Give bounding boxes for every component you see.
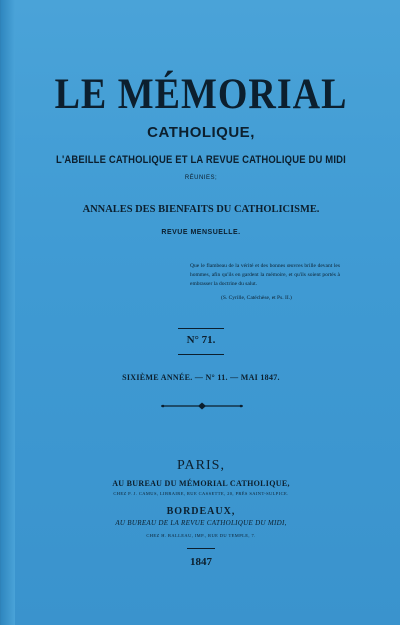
publication-year: 1847 — [190, 556, 212, 568]
rule-year — [187, 548, 215, 549]
annales-line: ANNALES DES BIENFAITS DU CATHOLICISME. — [82, 203, 320, 215]
rule-bottom — [178, 354, 224, 355]
epigraph-text: Que le flambeau de la vérité et des bonnes œuvres brille devant les hommes, afin qu'ils en gardent la mémoire, et qu'ils soient portés à embrasser la doctrine du salut. — [190, 263, 340, 287]
merged-journals: L'ABEILLE CATHOLIQUE ET LA REVUE CATHOLIQUE DU MIDI — [56, 154, 346, 166]
imprint-publisher-paris: CHEZ P. J. CAMUS, LIBRAIRE, RUE CASSETTE, 20, PRÈS SAINT-SULPICE. — [113, 491, 289, 496]
imprint-city-paris: PARIS, — [177, 458, 225, 473]
frequency-line: REVUE MENSUELLE. — [161, 229, 241, 236]
imprint-office-paris: AU BUREAU DU MÉMORIAL CATHOLIQUE, — [112, 479, 290, 488]
journal-title: LE MÉMORIAL — [54, 69, 348, 119]
ornament-rule — [161, 402, 243, 410]
imprint-office-bordeaux: AU BUREAU DE LA REVUE CATHOLIQUE DU MIDI, — [115, 519, 287, 527]
journal-subtitle: CATHOLIQUE, — [147, 124, 255, 141]
imprint-city-bordeaux: BORDEAUX, — [166, 506, 236, 517]
epigraph-source: (S. Cyrille, Catéchèse, et Ps. II.) — [221, 295, 292, 301]
imprint-publisher-bordeaux: CHEZ H. BALLEAU, IMP., RUE DU TEMPLE, 7. — [146, 533, 256, 538]
merged-label: RÉUNIES; — [184, 175, 218, 181]
issue-line: SIXIÈME ANNÉE. — N° 11. — MAI 1847. — [122, 373, 280, 382]
rule-top — [178, 328, 224, 329]
issue-number: N° 71. — [186, 334, 216, 346]
